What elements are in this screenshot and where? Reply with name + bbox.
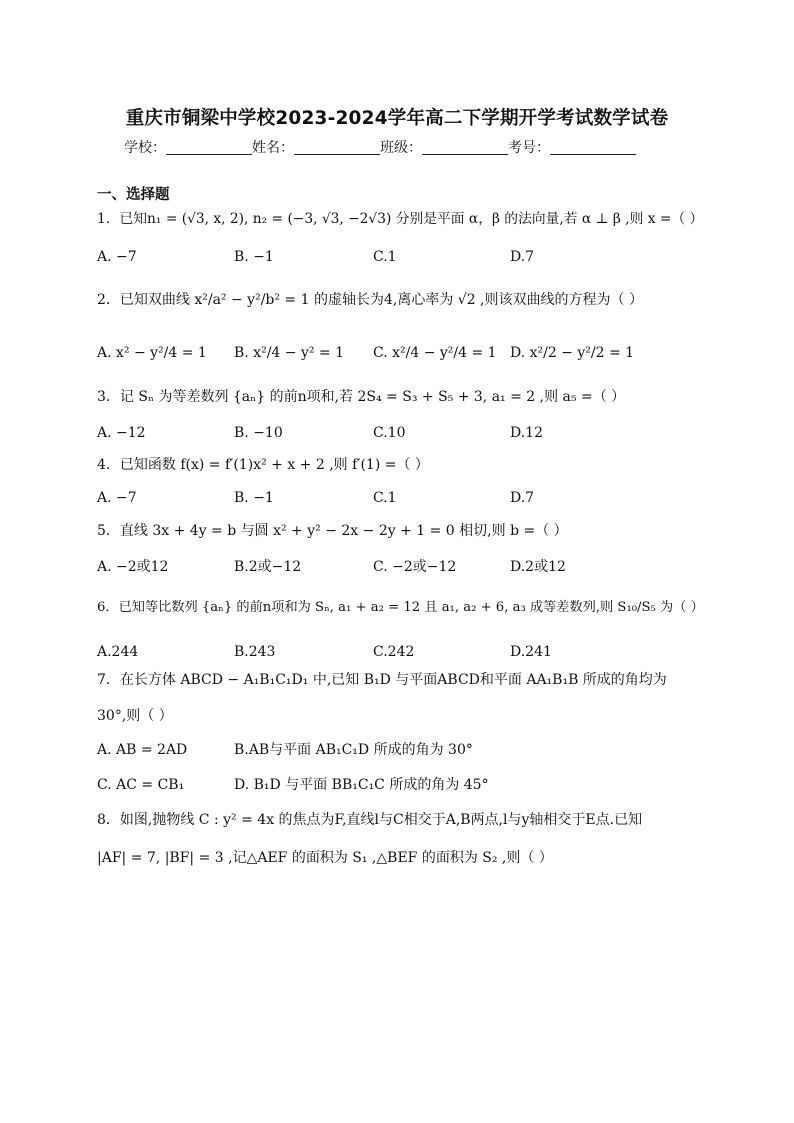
question-5-option-c: C. −2或−12 <box>373 559 457 575</box>
question-1-option-c: C.1 <box>373 249 397 265</box>
question-1-option-b: B. −1 <box>234 249 274 265</box>
exam-no-label: 考号： <box>508 140 550 156</box>
question-3-stem: 3．记 Sₙ 为等差数列 {aₙ} 的前n项和,若 2S₄ = S₃ + S₅ + 3, a₁ = 2 ,则 a₅ =（ ） <box>97 389 626 405</box>
question-4-option-b: B. −1 <box>234 490 274 506</box>
question-5-option-d: D.2或12 <box>510 559 566 575</box>
question-5-option-b: B.2或−12 <box>234 559 302 575</box>
class-blank[interactable] <box>422 140 508 155</box>
question-5-option-a: A. −2或12 <box>97 559 169 575</box>
question-2-stem: 2．已知双曲线 x²/a² − y²/b² = 1 的虚轴长为4,离心率为 √2 ,则该双曲线的方程为（ ） <box>97 292 643 308</box>
question-1-option-d: D.7 <box>510 249 535 265</box>
question-5-stem: 5．直线 3x + 4y = b 与圆 x² + y² − 2x − 2y + 1 = 0 相切,则 b =（ ） <box>97 523 568 539</box>
question-7-option-d: D. B₁D 与平面 BB₁C₁C 所成的角为 45° <box>234 777 489 793</box>
question-7-stem-line2: 30°,则（ ） <box>97 708 173 724</box>
question-6-option-b: B.243 <box>234 644 276 660</box>
question-6-option-a: A.244 <box>97 644 139 660</box>
question-1-option-a: A. −7 <box>97 249 137 265</box>
question-7-option-c: C. AC = CB₁ <box>97 777 185 793</box>
class-label: 班级： <box>380 140 422 156</box>
section-heading: 一、选择题 <box>97 187 170 203</box>
question-4-stem: 4．已知函数 f(x) = f′(1)x² + x + 2 ,则 f′(1) =（ ） <box>97 457 429 473</box>
question-2-option-b: B. x²/4 − y² = 1 <box>234 345 345 361</box>
question-2-option-c: C. x²/4 − y²/4 = 1 <box>373 345 497 361</box>
question-6-option-d: D.241 <box>510 644 552 660</box>
question-3-option-b: B. −10 <box>234 425 283 441</box>
question-1-stem: 1．已知n₁ = (√3, x, 2), n₂ = (−3, √3, −2√3) 分别是平面 α，β 的法向量,若 α ⊥ β ,则 x =（ ） <box>97 211 704 227</box>
question-7-option-a: A. AB = 2AD <box>97 742 188 758</box>
question-6-option-c: C.242 <box>373 644 415 660</box>
question-7-stem-line1: 7．在长方体 ABCD − A₁B₁C₁D₁ 中,已知 B₁D 与平面ABCD和平面 AA₁B₁B 所成的角均为 <box>97 672 667 688</box>
question-4-option-a: A. −7 <box>97 490 137 506</box>
name-blank[interactable] <box>294 140 380 155</box>
school-blank[interactable] <box>166 140 252 155</box>
question-8-stem-line2: |AF| = 7, |BF| = 3 ,记△AEF 的面积为 S₁ ,△BEF 的面积为 S₂ ,则（ ） <box>97 850 553 866</box>
school-label: 学校： <box>124 140 166 156</box>
question-4-option-d: D.7 <box>510 490 535 506</box>
name-label: 姓名： <box>252 140 294 156</box>
question-2-option-d: D. x²/2 − y²/2 = 1 <box>510 345 635 361</box>
question-2-option-a: A. x² − y²/4 = 1 <box>97 345 207 361</box>
question-3-option-d: D.12 <box>510 425 543 441</box>
question-4-option-c: C.1 <box>373 490 397 506</box>
question-6-stem: 6．已知等比数列 {aₙ} 的前n项和为 Sₙ, a₁ + a₂ = 12 且 a₁, a₂ + 6, a₃ 成等差数列,则 S₁₀/S₅ 为（ ） <box>97 600 704 615</box>
exam-no-blank[interactable] <box>550 140 636 155</box>
student-info-line <box>124 137 636 157</box>
question-3-option-c: C.10 <box>373 425 406 441</box>
question-8-stem-line1: 8．如图,抛物线 C : y² = 4x 的焦点为F,直线l与C相交于A,B两点,l与y轴相交于E点.已知 <box>97 812 643 828</box>
page-title: 重庆市铜梁中学校2023-2024学年高二下学期开学考试数学试卷 <box>125 108 669 129</box>
question-7-option-b: B.AB与平面 AB₁C₁D 所成的角为 30° <box>234 742 473 758</box>
question-3-option-a: A. −12 <box>97 425 146 441</box>
